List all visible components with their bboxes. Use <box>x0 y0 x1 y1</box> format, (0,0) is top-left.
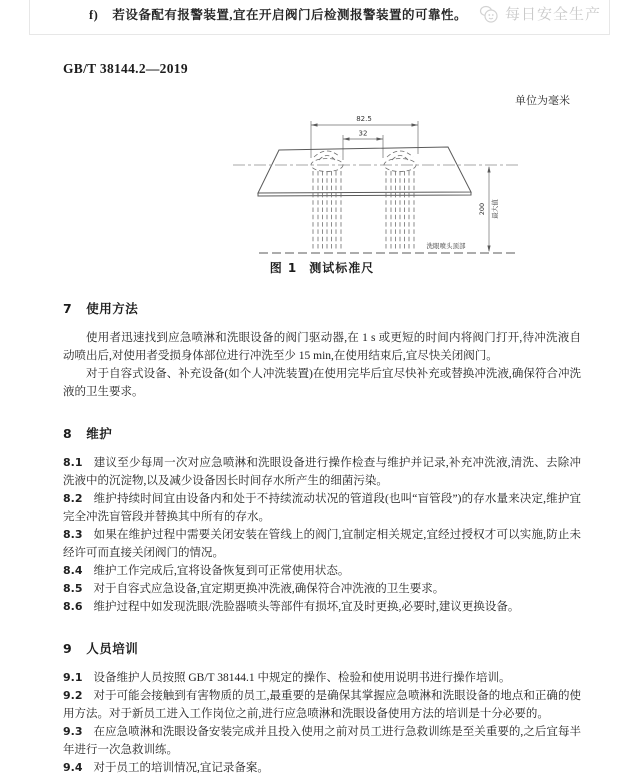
clause-text: 维护工作完成后,宜将设备恢复到可正常使用状态。 <box>93 565 350 577</box>
list-item-f <box>89 5 467 23</box>
clause-text: 建议至少每周一次对应急喷淋和洗眼设备进行操作检查与维护并记录,补充冲洗液,清洗、去除冲洗液中的沉淀物,以及减少设备因长时间存水所产生的细菌污染。 <box>63 457 581 487</box>
section-title: 维护 <box>86 426 113 441</box>
dim-outer-label: 82.5 <box>356 115 372 123</box>
section-number: 9 <box>63 641 73 656</box>
arrow-icon <box>487 246 490 253</box>
clause-number: 8.5 <box>63 582 83 595</box>
water-stream-left <box>313 171 341 250</box>
nozzle-top-label: 洗眼喷头顶部 <box>426 242 466 250</box>
top-bar <box>29 0 610 35</box>
clause-9-2 <box>63 687 581 723</box>
clause-number: 9.2 <box>63 689 83 702</box>
clause-9-4 <box>63 759 581 777</box>
figure-caption-title: 测试标准尺 <box>309 261 375 275</box>
dim-height-label: 200 <box>478 202 486 216</box>
gauge-plate <box>258 147 471 193</box>
brand-name: 每日安全生产 <box>504 5 601 23</box>
section-number: 7 <box>63 301 73 316</box>
clause-text: 对于自容式应急设备,宜定期更换冲洗液,确保符合冲洗液的卫生要求。 <box>93 583 445 595</box>
standard-number: GB/T 38144.2—2019 <box>63 61 188 76</box>
arrow-icon <box>343 137 350 140</box>
figure-caption-number: 图 1 <box>269 261 298 275</box>
brand-logo <box>479 3 601 24</box>
clause-text: 在应急喷淋和洗眼设备安装完成并且投入使用之前对员工进行急救训练是至关重要的,之后宜每半年进行一次急救训练。 <box>63 726 581 756</box>
clause-9-1 <box>63 669 581 687</box>
arrow-icon <box>311 123 318 126</box>
clause-8-3 <box>63 526 581 562</box>
clause-8-5 <box>63 580 581 598</box>
section-title: 人员培训 <box>86 641 139 656</box>
arrow-icon <box>412 123 419 126</box>
section-number: 8 <box>63 426 73 441</box>
clause-number: 8.6 <box>63 600 83 613</box>
clause-number: 8.2 <box>63 492 83 505</box>
clause-text: 对于可能会接触到有害物质的员工,最重要的是确保其掌握应急喷淋和洗眼设备的地点和正确的使用方法。对于新员工进入工作岗位之前,进行应急喷淋和洗眼设备使用方法的培训是十分必要的。 <box>63 690 581 720</box>
clause-number: 9.3 <box>63 725 83 738</box>
section-title: 使用方法 <box>86 301 139 316</box>
dimension-extension-lines <box>311 121 418 160</box>
section-7-paragraph: 对于自容式设备、补充设备(如个人冲洗装置)在使用完毕后宜尽快补充或替换冲洗液,确保符合冲洗液的卫生要求。 <box>63 368 581 398</box>
clause-8-4 <box>63 562 581 580</box>
clause-number: 8.3 <box>63 528 83 541</box>
section-7-heading <box>63 299 581 317</box>
clause-number: 9.1 <box>63 671 83 684</box>
clause-8-1 <box>63 454 581 490</box>
section-7-paragraph: 使用者迅速找到应急喷淋和洗眼设备的阀门驱动器,在 1 s 或更短的时间内将阀门打开,待冲洗液自动喷出后,对使用者受损身体部位进行冲洗至少 15 min,在使用结束后,宜尽快关闭阀门。 <box>63 332 581 362</box>
clause-9-3 <box>63 723 581 759</box>
list-item-text: 若设备配有报警装置,宜在开启阀门后检测报警装置的可靠性。 <box>112 8 467 22</box>
dim-height-max-label: 最大值 <box>491 199 499 219</box>
clause-number: 8.4 <box>63 564 83 577</box>
arrow-icon <box>377 137 384 140</box>
dim-inner-label: 32 <box>358 129 368 138</box>
clause-text: 维护持续时间宜由设备内和处于不持续流动状况的管道段(也叫“盲管段”)的存水量来决定,维护宜完全冲洗盲管段并替换其中所有的存水。 <box>63 493 581 523</box>
water-stream-right <box>386 171 414 250</box>
clause-text: 设备维护人员按照 GB/T 38144.1 中规定的操作、检验和使用说明书进行操作培训。 <box>93 672 511 684</box>
unit-note: 单位为毫米 <box>515 94 570 107</box>
clause-number: 9.4 <box>63 761 83 774</box>
clause-8-6 <box>63 598 581 616</box>
document-page <box>0 35 644 777</box>
clause-number: 8.1 <box>63 456 83 469</box>
section-8-heading <box>63 424 581 442</box>
clause-text: 对于员工的培训情况,宜记录备案。 <box>93 762 269 774</box>
clause-text: 如果在维护过程中需要关闭安装在管线上的阀门,宜制定相关规定,宜经过授权才可以实施,防止未经许可而直接关闭阀门的情况。 <box>63 529 581 559</box>
clause-8-2 <box>63 490 581 526</box>
figure-test-gauge <box>231 108 531 258</box>
arrow-icon <box>487 166 490 173</box>
list-item-marker: f) <box>89 8 99 22</box>
smiley-icon <box>479 4 499 24</box>
section-9-heading <box>63 639 581 657</box>
figure-caption <box>63 259 581 276</box>
clause-text: 维护过程中如发现洗眼/洗脸器喷头等部件有损坏,宜及时更换,必要时,建议更换设备。 <box>93 601 520 613</box>
